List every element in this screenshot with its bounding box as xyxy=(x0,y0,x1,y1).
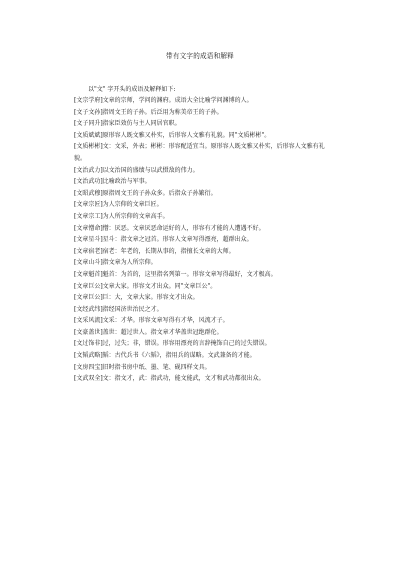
idiom-entry: [文章宗工]为人所宗仰的文章高手。 xyxy=(74,212,169,220)
intro-text: 以"文" 字开头的成语及解释如下: xyxy=(88,86,176,93)
idiom-entry: [文章巨公]文章大家。形容文才出众。同"文章巨公"。 xyxy=(74,282,217,290)
idiom-entry: [文章星斗]星斗：指文章之冠首。形容人文章写得漂亮，超群出众。 xyxy=(74,236,253,244)
idiom-entry: [文治武功]比喻政治与军事。 xyxy=(74,178,151,186)
idiom-entry: [文质斌斌]原形容人既文雅又朴实，后形容人文雅有礼貌。同"文质彬彬"。 xyxy=(74,131,271,139)
idiom-entry: [文章巨公]巨：大，文章大家。形容文才出众。 xyxy=(74,294,199,302)
idiom-entry: [文章宗匠]为人宗仰的文章巨匠。 xyxy=(74,201,163,209)
idiom-list xyxy=(74,95,332,385)
idiom-entry: [文经武纬]指经国济世治民之才。 xyxy=(74,305,163,313)
page-title: 带有文字的成语和解释 xyxy=(166,52,234,60)
idiom-entry: [文采风流]文采：才华。形容文章写得有才华，风流才子。 xyxy=(74,317,229,325)
idiom-entry: [文宗学府]文章的宗师，学问的渊府。成语大全比喻学问渊博的人。 xyxy=(74,97,253,104)
idiom-entry: [文质彬彬]文：文采，外表；彬彬：形容配适宜当。原形容人既文雅又朴实，后形容人文雅有礼貌。 xyxy=(74,143,325,162)
idiom-entry: [文过饰非]过，过失；非，错误。形容用漂亮的言辞掩饰自己的过失错误。 xyxy=(74,340,271,348)
idiom-entry: [文武双全]文：指文才，武：指武功，能文能武，文才和武功都很出众。 xyxy=(74,375,265,383)
idiom-entry: [文章魁首]魁首：为首的，这里指名列第一。形容文章写得最好，文才极高。 xyxy=(74,270,277,278)
idiom-entry: [文豪盖世]盖世：超过世人。指文章才华盖世冠绝群伦。 xyxy=(74,328,223,336)
idiom-entry: [文子文孙]指周文王的子孙。后泛用为称美帝王的子孙。 xyxy=(74,108,223,116)
idiom-entry: [文韬武略]韬：古代兵书《六韬》，指用兵的谋略。文武兼备的才能。 xyxy=(74,352,256,360)
idiom-entry: [文房四宝]旧时指书房中纸、墨、笔、砚四样文具。 xyxy=(74,363,211,371)
idiom-entry: [文章宿老]宿老：年老的，长期从事的，指擅长文章的大师。 xyxy=(74,247,235,255)
idiom-entry: [文治武力]以文治国的盛绩与以武慑敌的伟力。 xyxy=(74,166,199,174)
idiom-entry: [文昭武穆]原指周文王的子孙众多。后指众子孙繁衍。 xyxy=(74,189,217,197)
idiom-entry: [文章憎命]憎：厌恶。文章厌恶命运好的人，形容有才能的人遭遇不好。 xyxy=(74,224,265,232)
idiom-entry: [文子同升]指家臣效仿与主人同居官职。 xyxy=(74,120,181,128)
idiom-entry: [文章山斗]指文章为人所宗仰。 xyxy=(74,259,157,267)
